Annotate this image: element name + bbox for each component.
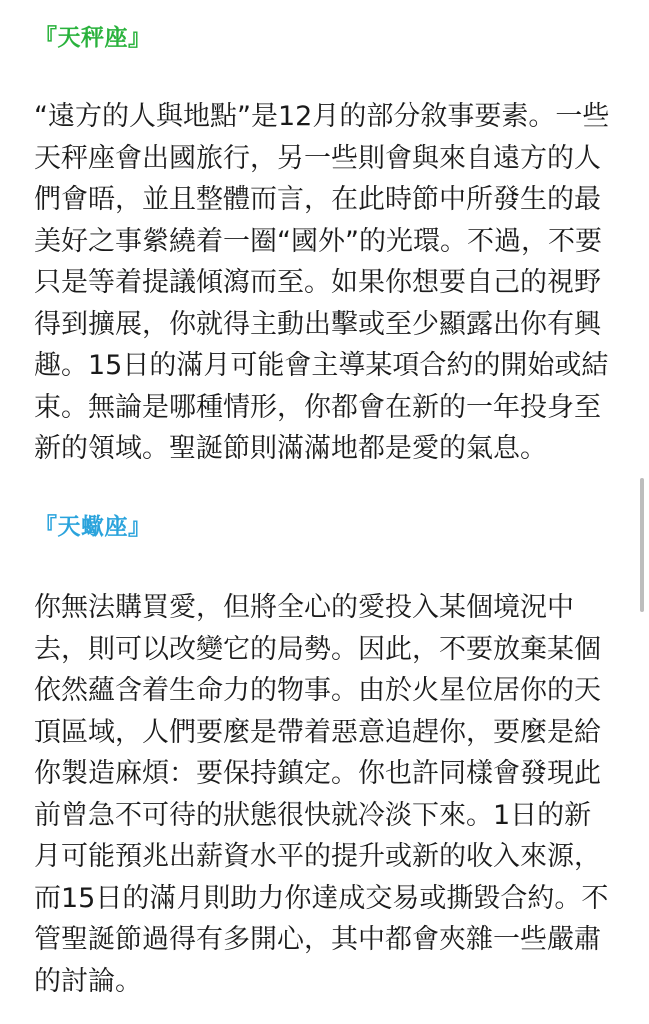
paragraph-line: 只是等着提議傾瀉而至。如果你想要自己的視野 <box>34 267 601 298</box>
paragraph-line: 頂區域，人們要麼是帶着惡意追趕你，要麼是給 <box>34 716 601 748</box>
paragraph-line: 們會晤，並且整體而言，在此時節中所發生的最 <box>34 184 601 215</box>
paragraph-line: 依然蘊含着生命力的物事。由於火星位居你的天 <box>34 675 601 706</box>
paragraph-line: 束。無論是哪種情形，你都會在新的一年投身至 <box>34 391 601 423</box>
paragraph-line: 的討論。 <box>34 965 142 997</box>
vertical-scrollbar[interactable] <box>640 478 644 612</box>
paragraph-line: 你製造麻煩：要保持鎮定。你也許同樣會發現此 <box>34 758 601 789</box>
libra-paragraph <box>34 96 619 470</box>
paragraph-line: 而15日的滿月則助力你達成交易或撕毀合約。不 <box>34 882 609 914</box>
paragraph-line: 前曾急不可待的狀態很快就冷淡下來。1日的新 <box>34 799 592 831</box>
paragraph-line: 管聖誕節過得有多開心，其中都會夾雜一些嚴肅 <box>34 924 601 955</box>
paragraph-line: “遠方的人與地點”是12月的部分敘事要素。一些 <box>34 101 610 132</box>
paragraph-line: 月可能預兆出薪資水平的提升或新的收入來源， <box>34 841 601 872</box>
scorpio-heading: 『天蠍座』 <box>34 514 152 540</box>
paragraph-line: 美好之事縈繞着一圈“國外”的光環。不過，不要 <box>34 225 602 257</box>
paragraph-line: 趣。15日的滿月可能會主導某項合約的開始或結 <box>34 350 609 381</box>
paragraph-line: 得到擴展，你就得主動出擊或至少顯露出你有興 <box>34 308 601 340</box>
scorpio-paragraph <box>34 587 619 1002</box>
paragraph-line: 去，則可以改變它的局勢。因此，不要放棄某個 <box>34 633 601 665</box>
paragraph-line: 天秤座會出國旅行，另一些則會與來自遠方的人 <box>34 142 601 174</box>
paragraph-line: 新的領域。聖誕節則滿滿地都是愛的氣息。 <box>34 433 547 464</box>
paragraph-line: 你無法購買愛，但將全心的愛投入某個境況中 <box>34 592 574 623</box>
libra-heading: 『天秤座』 <box>34 25 152 51</box>
